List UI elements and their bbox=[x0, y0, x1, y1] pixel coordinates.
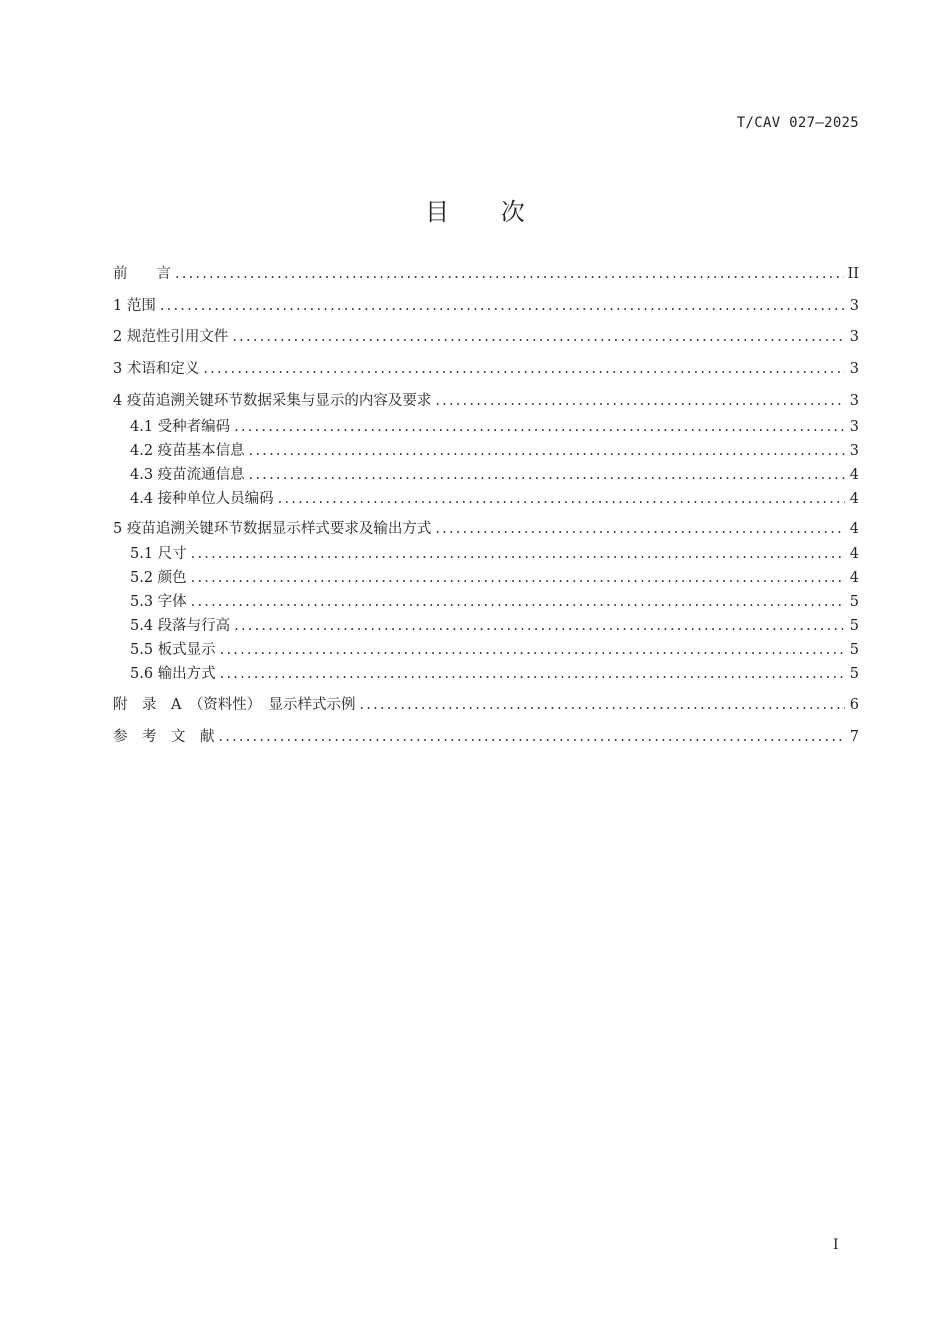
toc-entry-2[interactable] bbox=[113, 327, 859, 347]
toc-entry-label: 5.2 颜色 bbox=[130, 570, 187, 586]
toc-entry-label: 1 范围 bbox=[113, 298, 156, 314]
toc-entry-5-3[interactable] bbox=[130, 592, 859, 612]
toc-entry-5-1[interactable] bbox=[130, 544, 859, 564]
toc-entry-references[interactable] bbox=[113, 727, 859, 747]
toc-entry-5-6[interactable] bbox=[130, 664, 859, 684]
toc-entry-label: 5.5 板式显示 bbox=[130, 642, 216, 658]
toc-leader-dots bbox=[220, 640, 845, 660]
toc-entry-5-5[interactable] bbox=[130, 640, 859, 660]
toc-leader-dots bbox=[191, 568, 845, 588]
toc-entry-5-4[interactable] bbox=[130, 616, 859, 636]
toc-entry-label: 4.4 接种单位人员编码 bbox=[130, 491, 274, 507]
toc-leader-dots bbox=[175, 264, 844, 284]
toc-entry-page: II bbox=[847, 266, 859, 282]
toc-entry-page: 4 bbox=[849, 570, 859, 586]
toc-entry-label: 5.1 尺寸 bbox=[130, 546, 187, 562]
toc-entry-5-2[interactable] bbox=[130, 568, 859, 588]
toc-title: 目 次 bbox=[425, 198, 525, 226]
toc-entry-4-2[interactable] bbox=[130, 441, 859, 461]
toc-entry-label: 附 录 A （资料性） 显示样式示例 bbox=[113, 697, 356, 713]
toc-entry-label: 2 规范性引用文件 bbox=[113, 329, 229, 345]
toc-entry-page: 3 bbox=[849, 419, 859, 435]
toc-entry-5[interactable] bbox=[113, 519, 859, 539]
toc-entry-page: 5 bbox=[849, 666, 859, 682]
toc-entry-page: 5 bbox=[849, 594, 859, 610]
toc-entry-page: 3 bbox=[849, 298, 859, 314]
toc-entry-4-4[interactable] bbox=[130, 489, 859, 509]
toc-entry-3[interactable] bbox=[113, 359, 859, 379]
toc-entry-label: 参 考 文 献 bbox=[113, 729, 215, 745]
toc-leader-dots bbox=[220, 664, 845, 684]
toc-entry-4-1[interactable] bbox=[130, 417, 859, 437]
toc-leader-dots bbox=[203, 359, 845, 379]
toc-entry-page: 4 bbox=[849, 491, 859, 507]
toc-leader-dots bbox=[435, 519, 845, 539]
toc-leader-dots bbox=[160, 296, 845, 316]
toc-entry-page: 3 bbox=[849, 361, 859, 377]
toc-entry-label: 4.1 受种者编码 bbox=[130, 419, 231, 435]
toc-entry-label: 5.6 输出方式 bbox=[130, 666, 216, 682]
toc-leader-dots bbox=[191, 592, 845, 612]
toc-entry-label: 前 言 bbox=[113, 266, 171, 282]
toc-leader-dots bbox=[249, 441, 845, 461]
toc-entry-label: 5 疫苗追溯关键环节数据显示样式要求及输出方式 bbox=[113, 521, 432, 537]
toc-entry-4[interactable] bbox=[113, 391, 859, 411]
toc-entry-page: 4 bbox=[849, 467, 859, 483]
toc-entry-page: 3 bbox=[849, 393, 859, 409]
toc-leader-dots bbox=[278, 489, 845, 509]
toc-entry-appendix-a[interactable] bbox=[113, 695, 859, 715]
toc-leader-dots bbox=[232, 327, 845, 347]
toc-entry-label: 4.3 疫苗流通信息 bbox=[130, 467, 245, 483]
footer-page-number: I bbox=[833, 1237, 839, 1253]
toc-leader-dots bbox=[359, 695, 845, 715]
toc-entry-page: 5 bbox=[849, 618, 859, 634]
toc-entry-4-3[interactable] bbox=[130, 465, 859, 485]
toc-entry-page: 3 bbox=[849, 443, 859, 459]
toc-entry-page: 6 bbox=[849, 697, 859, 713]
toc-entry-page: 3 bbox=[849, 329, 859, 345]
toc-entry-label: 4 疫苗追溯关键环节数据采集与显示的内容及要求 bbox=[113, 393, 432, 409]
toc-entry-foreword[interactable] bbox=[113, 264, 859, 284]
toc-entry-page: 5 bbox=[849, 642, 859, 658]
toc-entry-1[interactable] bbox=[113, 296, 859, 316]
toc-entry-page: 7 bbox=[849, 729, 859, 745]
document-code: T/CAV 027—2025 bbox=[736, 115, 859, 131]
toc-leader-dots bbox=[435, 391, 845, 411]
toc-leader-dots bbox=[191, 544, 845, 564]
toc-entry-page: 4 bbox=[849, 546, 859, 562]
toc-entry-label: 5.3 字体 bbox=[130, 594, 187, 610]
toc-leader-dots bbox=[219, 727, 846, 747]
toc-leader-dots bbox=[234, 616, 845, 636]
toc-entry-page: 4 bbox=[849, 521, 859, 537]
toc-leader-dots bbox=[249, 465, 845, 485]
toc-entry-label: 5.4 段落与行高 bbox=[130, 618, 231, 634]
toc-entry-label: 3 术语和定义 bbox=[113, 361, 200, 377]
toc-entry-label: 4.2 疫苗基本信息 bbox=[130, 443, 245, 459]
toc-leader-dots bbox=[234, 417, 845, 437]
